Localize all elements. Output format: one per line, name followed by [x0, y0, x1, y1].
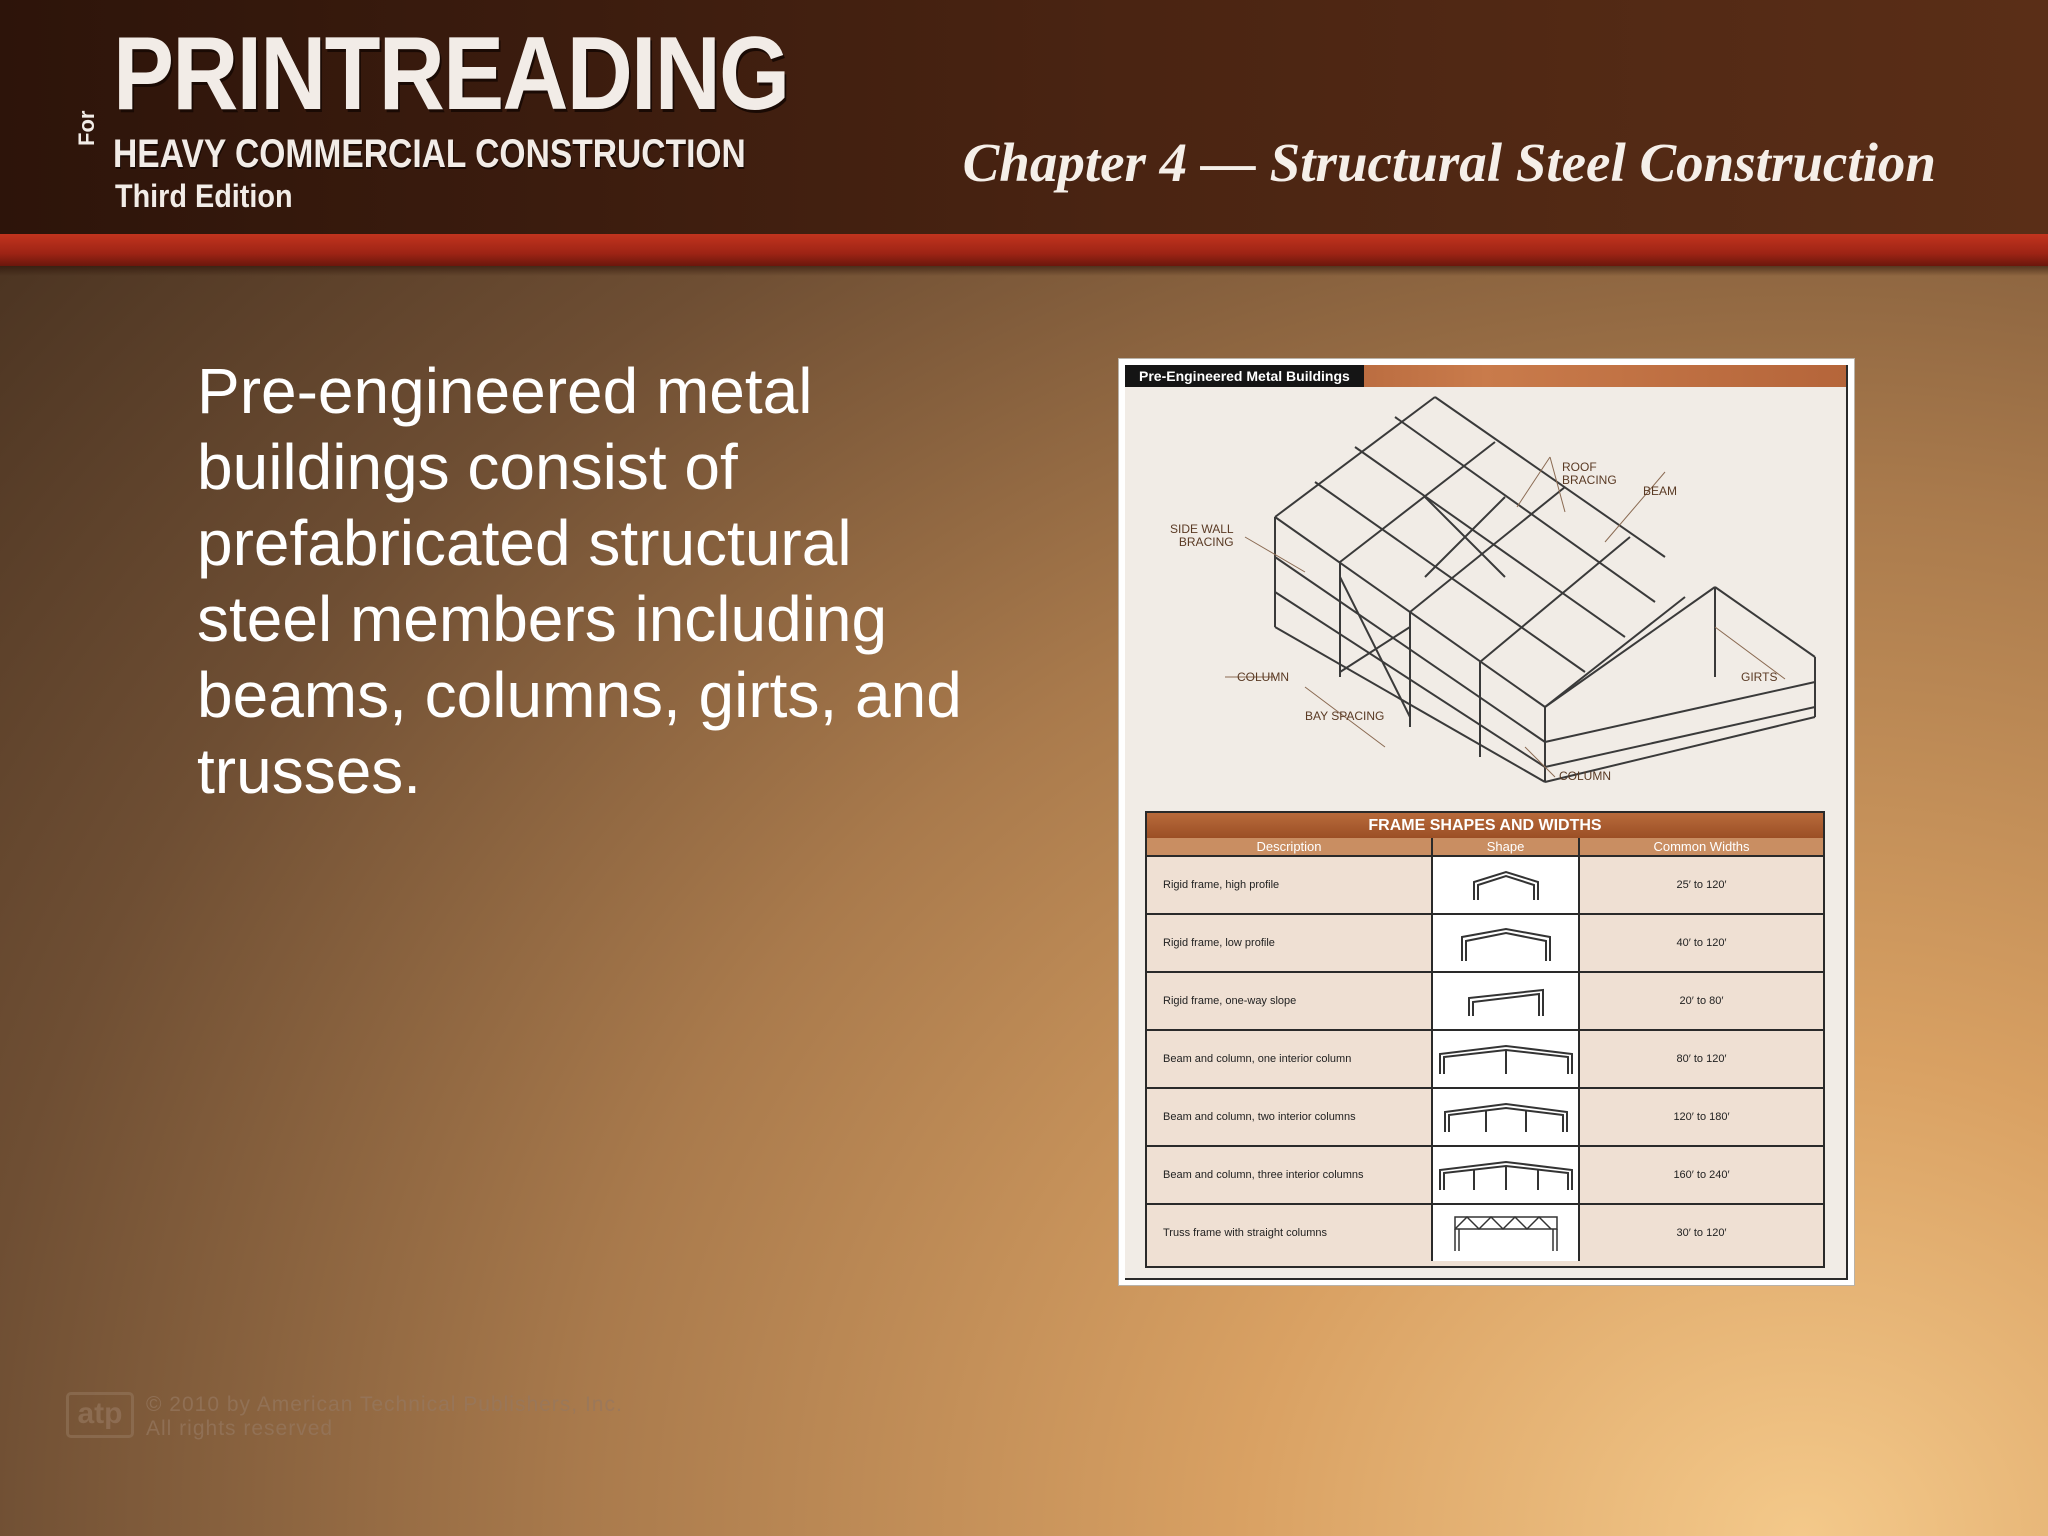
row-description: Beam and column, three interior columns [1147, 1147, 1433, 1203]
header-shadow [0, 266, 2048, 276]
row-description: Rigid frame, high profile [1147, 857, 1433, 913]
callout-beam: BEAM [1643, 484, 1678, 498]
copyright-line: © 2010 by American Technical Publishers, Inc. [146, 1393, 623, 1416]
row-widths: 80′ to 120′ [1676, 1053, 1727, 1065]
row-description: Rigid frame, one-way slope [1147, 973, 1433, 1029]
callout-column-bottom: COLUMN [1559, 769, 1612, 783]
figure-pre-engineered-buildings [1119, 359, 1854, 1285]
rigid-high-profile-icon [1433, 857, 1580, 913]
rights-line: All rights reserved [146, 1417, 334, 1440]
table-row [1147, 1203, 1823, 1261]
row-description: Truss frame with straight columns [1147, 1205, 1433, 1261]
table-row [1147, 855, 1823, 913]
row-description: Beam and column, one interior column [1147, 1031, 1433, 1087]
truss-frame-icon [1433, 1205, 1580, 1261]
table-row [1147, 971, 1823, 1029]
rafter [1480, 537, 1630, 662]
figure-panel [1125, 365, 1848, 1280]
callout-bay-spacing: BAY SPACING [1305, 709, 1385, 723]
logo-edition: Third Edition [115, 178, 293, 214]
figure-title: Pre-Engineered Metal Buildings [1125, 365, 1364, 387]
table-row [1147, 1087, 1823, 1145]
table-row [1147, 913, 1823, 971]
three-interior-columns-icon [1433, 1147, 1580, 1203]
rigid-low-profile-icon [1433, 915, 1580, 971]
atp-logo: atp [66, 1392, 134, 1438]
callout-side-wall-bracing: SIDE WALL BRACING [1170, 522, 1234, 549]
table-title: FRAME SHAPES AND WIDTHS [1147, 813, 1823, 838]
row-widths: 25′ to 120′ [1676, 879, 1727, 891]
row-description: Rigid frame, low profile [1147, 915, 1433, 971]
girt [1545, 682, 1815, 742]
one-interior-column-icon [1433, 1031, 1580, 1087]
girt [1545, 707, 1815, 767]
wall-bracing [1340, 577, 1410, 717]
one-way-slope-icon [1433, 973, 1580, 1029]
building-frame-diagram [1125, 387, 1846, 787]
header-bar [0, 0, 2048, 236]
callout-column-left: COLUMN [1237, 670, 1290, 684]
header-stripe [0, 234, 2048, 266]
rafter [1545, 597, 1685, 707]
header-shape: Shape [1433, 838, 1580, 855]
roof-purlin [1395, 417, 1655, 602]
end-rafter [1545, 587, 1715, 707]
row-widths: 160′ to 240′ [1673, 1169, 1730, 1181]
rafter [1275, 397, 1435, 517]
end-rafter [1715, 587, 1815, 657]
table-row [1147, 1145, 1823, 1203]
row-widths: 40′ to 120′ [1676, 937, 1727, 949]
row-widths: 20′ to 80′ [1679, 995, 1724, 1007]
header-common-widths: Common Widths [1653, 839, 1750, 854]
row-widths: 120′ to 180′ [1673, 1111, 1730, 1123]
logo-for-label: For [74, 110, 99, 146]
frame-shapes-table [1145, 811, 1825, 1268]
callout-roof-bracing: ROOF BRACING [1562, 460, 1617, 487]
callout-girts: GIRTS [1741, 670, 1778, 684]
row-widths: 30′ to 120′ [1676, 1227, 1727, 1239]
table-row [1147, 1029, 1823, 1087]
logo-title: PRINTREADING [113, 16, 789, 132]
figure-title-bar [1125, 365, 1846, 387]
chapter-title: Chapter 4 — Structural Steel Construction [962, 132, 1936, 193]
copyright-notice [146, 1393, 623, 1441]
row-description: Beam and column, two interior columns [1147, 1089, 1433, 1145]
wall-bracing [1340, 627, 1410, 672]
slide-body-text: Pre-engineered metal buildings consist of prefabricated structural steel members including beams, columns, girts, and trusses. [197, 355, 962, 807]
logo-subtitle: HEAVY COMMERCIAL CONSTRUCTION [113, 132, 746, 176]
table-header-row [1147, 838, 1823, 855]
header-description: Description [1147, 838, 1433, 855]
two-interior-columns-icon [1433, 1089, 1580, 1145]
